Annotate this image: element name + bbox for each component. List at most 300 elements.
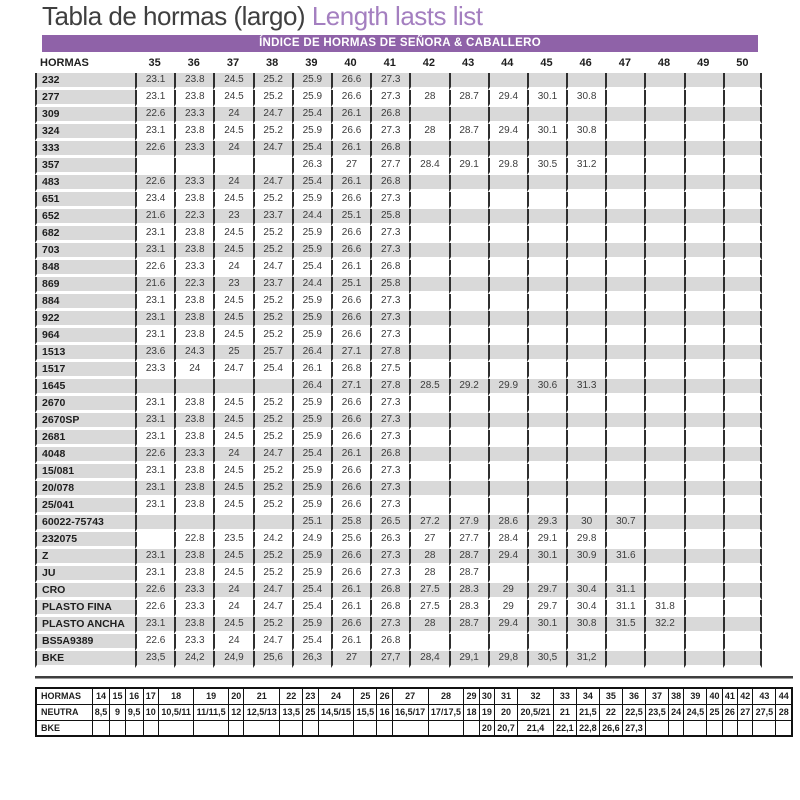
row-label: 869: [35, 277, 135, 294]
conversion-cell: 14: [92, 688, 110, 704]
row-label: 15/081: [35, 464, 135, 481]
size-cell: [723, 413, 762, 430]
size-cell: [723, 328, 762, 345]
size-cell: 31.1: [605, 583, 644, 600]
size-cell: [566, 226, 605, 243]
conversion-cell: 28: [776, 704, 792, 720]
size-cell: 28: [409, 566, 448, 583]
table-row: [35, 158, 762, 175]
table-row: [35, 634, 762, 651]
size-cell: 25.4: [292, 141, 331, 158]
size-cell: 23.8: [174, 73, 213, 90]
conversion-cell: 27: [738, 704, 753, 720]
divider: [35, 676, 793, 679]
conversion-cell: 24: [318, 688, 354, 704]
size-cell: 26.6: [331, 566, 370, 583]
size-cell: 24.5: [213, 481, 252, 498]
conversion-cell: 8,5: [92, 704, 110, 720]
size-cell: [566, 447, 605, 464]
row-label: 2681: [35, 430, 135, 447]
size-cell: 22.6: [135, 447, 174, 464]
size-cell: 23.8: [174, 328, 213, 345]
conversion-cell: 23: [303, 688, 318, 704]
size-cell: [723, 600, 762, 617]
size-cell: 27.7: [370, 158, 409, 175]
main-table-body: [35, 73, 762, 668]
size-cell: 26.4: [292, 345, 331, 362]
size-cell: [527, 175, 566, 192]
size-cell: 24.7: [253, 141, 292, 158]
size-cell: [449, 362, 488, 379]
size-cell: 23.3: [174, 600, 213, 617]
size-cell: [488, 209, 527, 226]
size-cell: [488, 345, 527, 362]
size-cell: 26.8: [370, 107, 409, 124]
conversion-cell: [244, 720, 280, 736]
conversion-cell: 25: [303, 704, 318, 720]
size-cell: 23.8: [174, 413, 213, 430]
column-header-size: 49: [684, 55, 723, 73]
size-cell: 30,5: [527, 651, 566, 668]
row-label: 703: [35, 243, 135, 260]
conversion-cell: 22: [280, 688, 303, 704]
size-cell: 23.1: [135, 243, 174, 260]
size-cell: [135, 379, 174, 396]
size-cell: 23.1: [135, 413, 174, 430]
size-cell: 29.1: [449, 158, 488, 175]
column-header-size: 43: [449, 55, 488, 73]
size-cell: 27.1: [331, 345, 370, 362]
size-cell: 24: [213, 141, 252, 158]
row-label: 922: [35, 311, 135, 328]
size-cell: 25.2: [253, 396, 292, 413]
conversion-cell: [464, 720, 479, 736]
size-cell: 26.8: [370, 600, 409, 617]
size-cell: [527, 498, 566, 515]
size-cell: 25.9: [292, 498, 331, 515]
size-cell: [644, 396, 683, 413]
size-cell: [644, 192, 683, 209]
size-cell: [566, 73, 605, 90]
size-cell: 24: [213, 107, 252, 124]
size-cell: [488, 226, 527, 243]
size-cell: [644, 634, 683, 651]
size-cell: 21.6: [135, 277, 174, 294]
conversion-cell: 17/17,5: [428, 704, 464, 720]
size-cell: 26.1: [292, 362, 331, 379]
size-cell: [409, 447, 448, 464]
row-label: PLASTO FINA: [35, 600, 135, 617]
size-cell: [684, 345, 723, 362]
conversion-cell: [125, 720, 143, 736]
size-cell: 27.3: [370, 549, 409, 566]
size-cell: 22.8: [174, 532, 213, 549]
conversion-cell: 35: [599, 688, 622, 704]
size-cell: [409, 430, 448, 447]
size-cell: [723, 192, 762, 209]
size-cell: [566, 396, 605, 413]
size-cell: [684, 124, 723, 141]
column-header-size: 44: [488, 55, 527, 73]
size-cell: [488, 464, 527, 481]
conversion-cell: 18: [464, 704, 479, 720]
size-cell: [605, 566, 644, 583]
column-header-size: 41: [370, 55, 409, 73]
column-header-size: 36: [174, 55, 213, 73]
size-cell: [605, 430, 644, 447]
size-cell: 24.7: [253, 447, 292, 464]
size-cell: [684, 498, 723, 515]
conversion-cell: 42: [738, 688, 753, 704]
size-cell: 22.6: [135, 600, 174, 617]
size-cell: [527, 566, 566, 583]
table-row: [35, 277, 762, 294]
size-cell: [684, 464, 723, 481]
size-cell: 23.1: [135, 430, 174, 447]
size-cell: 24.7: [253, 175, 292, 192]
size-cell: 27.5: [409, 600, 448, 617]
conversion-cell: 22,1: [553, 720, 576, 736]
size-cell: 29.8: [488, 158, 527, 175]
size-cell: [566, 464, 605, 481]
size-cell: 29.7: [527, 583, 566, 600]
size-cell: 23: [213, 209, 252, 226]
size-cell: 26.6: [331, 617, 370, 634]
size-cell: [684, 107, 723, 124]
size-cell: [723, 226, 762, 243]
row-label: 848: [35, 260, 135, 277]
size-cell: 27.8: [370, 379, 409, 396]
size-cell: [723, 532, 762, 549]
size-cell: 25.2: [253, 481, 292, 498]
size-cell: [723, 651, 762, 668]
size-cell: [488, 260, 527, 277]
size-cell: 25.9: [292, 192, 331, 209]
size-cell: 29,8: [488, 651, 527, 668]
size-cell: 25.6: [331, 532, 370, 549]
size-cell: 23.1: [135, 549, 174, 566]
conversion-cell: [707, 720, 722, 736]
size-cell: 27.3: [370, 294, 409, 311]
size-cell: [723, 124, 762, 141]
size-cell: [213, 379, 252, 396]
row-label: BKE: [35, 651, 135, 668]
size-cell: 23.1: [135, 498, 174, 515]
size-cell: [527, 294, 566, 311]
size-cell: [605, 311, 644, 328]
conversion-row: [36, 688, 792, 704]
conversion-cell: 10,5/11: [158, 704, 193, 720]
size-cell: [449, 464, 488, 481]
size-cell: 25.9: [292, 617, 331, 634]
size-cell: [644, 583, 683, 600]
size-cell: 23.6: [135, 345, 174, 362]
row-label: 357: [35, 158, 135, 175]
size-cell: [409, 634, 448, 651]
size-cell: 25.8: [370, 277, 409, 294]
column-header-size: 35: [135, 55, 174, 73]
size-cell: 23.3: [174, 583, 213, 600]
size-cell: 25.2: [253, 566, 292, 583]
size-cell: [723, 175, 762, 192]
conversion-cell: 26: [377, 688, 392, 704]
size-cell: 25.2: [253, 294, 292, 311]
size-cell: 24.5: [213, 396, 252, 413]
size-cell: [605, 73, 644, 90]
size-cell: 25.4: [253, 362, 292, 379]
row-label: 60022-75743: [35, 515, 135, 532]
size-cell: [449, 107, 488, 124]
conversion-cell: [143, 720, 158, 736]
size-cell: 26.6: [331, 73, 370, 90]
column-header-size: 39: [292, 55, 331, 73]
size-cell: [723, 345, 762, 362]
conversion-cell: [92, 720, 110, 736]
size-cell: [605, 379, 644, 396]
size-cell: 28.6: [488, 515, 527, 532]
conversion-cell: 11/11,5: [194, 704, 229, 720]
conversion-cell: 21,4: [518, 720, 554, 736]
size-cell: 30.4: [566, 600, 605, 617]
size-cell: [488, 277, 527, 294]
size-cell: 23.5: [213, 532, 252, 549]
size-cell: 23,5: [135, 651, 174, 668]
table-row: [35, 464, 762, 481]
conversion-cell: 30: [479, 688, 494, 704]
size-cell: 22.3: [174, 277, 213, 294]
size-cell: [527, 345, 566, 362]
conversion-table-body: [36, 688, 792, 736]
column-header-hormas: HORMAS: [35, 55, 135, 73]
conversion-cell: 15: [110, 688, 125, 704]
size-cell: [135, 532, 174, 549]
size-cell: 24.5: [213, 328, 252, 345]
size-cell: 23.1: [135, 328, 174, 345]
size-cell: [409, 396, 448, 413]
size-cell: [566, 107, 605, 124]
size-cell: [527, 192, 566, 209]
row-label: 333: [35, 141, 135, 158]
size-cell: 24: [213, 583, 252, 600]
conversion-cell: 38: [669, 688, 684, 704]
size-cell: [723, 498, 762, 515]
row-label: 309: [35, 107, 135, 124]
table-row: [35, 600, 762, 617]
conversion-cell: 34: [576, 688, 599, 704]
size-cell: 27: [409, 532, 448, 549]
size-cell: [644, 430, 683, 447]
size-cell: [644, 362, 683, 379]
conversion-cell: 23,5: [645, 704, 668, 720]
conversion-cell: [392, 720, 428, 736]
size-cell: 24.4: [292, 277, 331, 294]
size-cell: 27.3: [370, 328, 409, 345]
size-cell: [253, 515, 292, 532]
size-cell: 26.1: [331, 634, 370, 651]
size-cell: 29.9: [488, 379, 527, 396]
size-cell: 29,1: [449, 651, 488, 668]
size-cell: [449, 634, 488, 651]
size-cell: 23.1: [135, 311, 174, 328]
column-header-size: 40: [331, 55, 370, 73]
size-cell: [174, 158, 213, 175]
size-cell: [488, 328, 527, 345]
table-row: [35, 192, 762, 209]
size-cell: 25.9: [292, 311, 331, 328]
conversion-cell: 15,5: [354, 704, 377, 720]
size-cell: 28.5: [409, 379, 448, 396]
size-cell: 28: [409, 124, 448, 141]
size-cell: 25.2: [253, 413, 292, 430]
size-cell: 24: [174, 362, 213, 379]
size-cell: [566, 362, 605, 379]
size-cell: [449, 430, 488, 447]
size-cell: 26.8: [370, 583, 409, 600]
size-cell: [566, 243, 605, 260]
size-cell: [723, 583, 762, 600]
conversion-cell: 16: [377, 704, 392, 720]
size-cell: [449, 413, 488, 430]
table-row: [35, 379, 762, 396]
size-cell: 26.1: [331, 175, 370, 192]
size-cell: 29.7: [527, 600, 566, 617]
size-cell: 31.8: [644, 600, 683, 617]
size-cell: 23.8: [174, 192, 213, 209]
table-row: [35, 413, 762, 430]
size-cell: [488, 498, 527, 515]
table-row: [35, 515, 762, 532]
size-cell: [488, 294, 527, 311]
size-cell: [409, 413, 448, 430]
size-cell: 31,2: [566, 651, 605, 668]
size-cell: [723, 362, 762, 379]
size-cell: 25.2: [253, 311, 292, 328]
column-header-size: 46: [566, 55, 605, 73]
size-cell: 24.7: [253, 634, 292, 651]
size-cell: 26.4: [292, 379, 331, 396]
size-cell: 25.2: [253, 617, 292, 634]
size-cell: 28.4: [488, 532, 527, 549]
size-cell: 21.6: [135, 209, 174, 226]
size-cell: 25: [213, 345, 252, 362]
size-cell: 29.4: [488, 549, 527, 566]
size-cell: 29: [488, 583, 527, 600]
size-cell: 26.6: [331, 294, 370, 311]
size-cell: 24.5: [213, 311, 252, 328]
size-cell: [684, 481, 723, 498]
size-cell: 25.8: [370, 209, 409, 226]
size-cell: [488, 243, 527, 260]
size-cell: [684, 294, 723, 311]
size-cell: [527, 243, 566, 260]
size-cell: 25.4: [292, 583, 331, 600]
size-cell: [644, 651, 683, 668]
size-cell: 28.7: [449, 124, 488, 141]
size-cell: [566, 328, 605, 345]
size-cell: 29.8: [566, 532, 605, 549]
size-cell: [723, 617, 762, 634]
size-cell: [566, 209, 605, 226]
size-cell: 27.3: [370, 192, 409, 209]
size-cell: 24.5: [213, 566, 252, 583]
table-row: [35, 243, 762, 260]
size-cell: 30.8: [566, 90, 605, 107]
size-cell: [644, 345, 683, 362]
size-cell: 26.6: [331, 90, 370, 107]
size-cell: 27.8: [370, 345, 409, 362]
row-label: 964: [35, 328, 135, 345]
size-cell: 24.2: [253, 532, 292, 549]
size-cell: [566, 498, 605, 515]
size-cell: 22.6: [135, 583, 174, 600]
size-cell: [723, 396, 762, 413]
size-cell: [644, 107, 683, 124]
size-cell: [566, 430, 605, 447]
size-cell: 23.1: [135, 124, 174, 141]
size-cell: [684, 362, 723, 379]
conversion-cell: 43: [753, 688, 776, 704]
size-cell: [644, 328, 683, 345]
size-cell: [723, 311, 762, 328]
size-cell: 27.3: [370, 124, 409, 141]
size-cell: [527, 277, 566, 294]
conversion-cell: [354, 720, 377, 736]
size-cell: [527, 328, 566, 345]
size-cell: 29.4: [488, 124, 527, 141]
size-cell: 22.6: [135, 634, 174, 651]
size-cell: 23.8: [174, 498, 213, 515]
size-cell: [605, 141, 644, 158]
row-label: 232075: [35, 532, 135, 549]
conversion-cell: 19: [479, 704, 494, 720]
size-cell: 24.3: [174, 345, 213, 362]
size-cell: 29.4: [488, 617, 527, 634]
size-cell: [723, 379, 762, 396]
row-label: PLASTO ANCHA: [35, 617, 135, 634]
size-cell: 25.4: [292, 447, 331, 464]
size-cell: 29.3: [527, 515, 566, 532]
size-cell: [644, 243, 683, 260]
conversion-cell: 12,5/13: [244, 704, 280, 720]
row-label: Z: [35, 549, 135, 566]
size-cell: [605, 294, 644, 311]
size-cell: 27,7: [370, 651, 409, 668]
size-cell: 23.3: [174, 634, 213, 651]
size-cell: [723, 243, 762, 260]
conversion-cell: 16,5/17: [392, 704, 428, 720]
size-cell: 22.6: [135, 107, 174, 124]
size-cell: [566, 260, 605, 277]
size-cell: 25.9: [292, 294, 331, 311]
conversion-cell: 18: [158, 688, 193, 704]
size-cell: 24: [213, 600, 252, 617]
size-cell: [605, 192, 644, 209]
size-cell: 24.7: [253, 583, 292, 600]
table-row: [35, 260, 762, 277]
size-cell: 26.6: [331, 464, 370, 481]
table-row: [35, 328, 762, 345]
size-cell: 25.9: [292, 413, 331, 430]
size-cell: [684, 277, 723, 294]
size-cell: 25.4: [292, 175, 331, 192]
size-cell: 23.4: [135, 192, 174, 209]
main-table-header-row: [35, 55, 762, 73]
size-cell: 26.6: [331, 192, 370, 209]
size-cell: [527, 413, 566, 430]
size-cell: 28: [409, 549, 448, 566]
row-label: 2670: [35, 396, 135, 413]
size-cell: [449, 141, 488, 158]
